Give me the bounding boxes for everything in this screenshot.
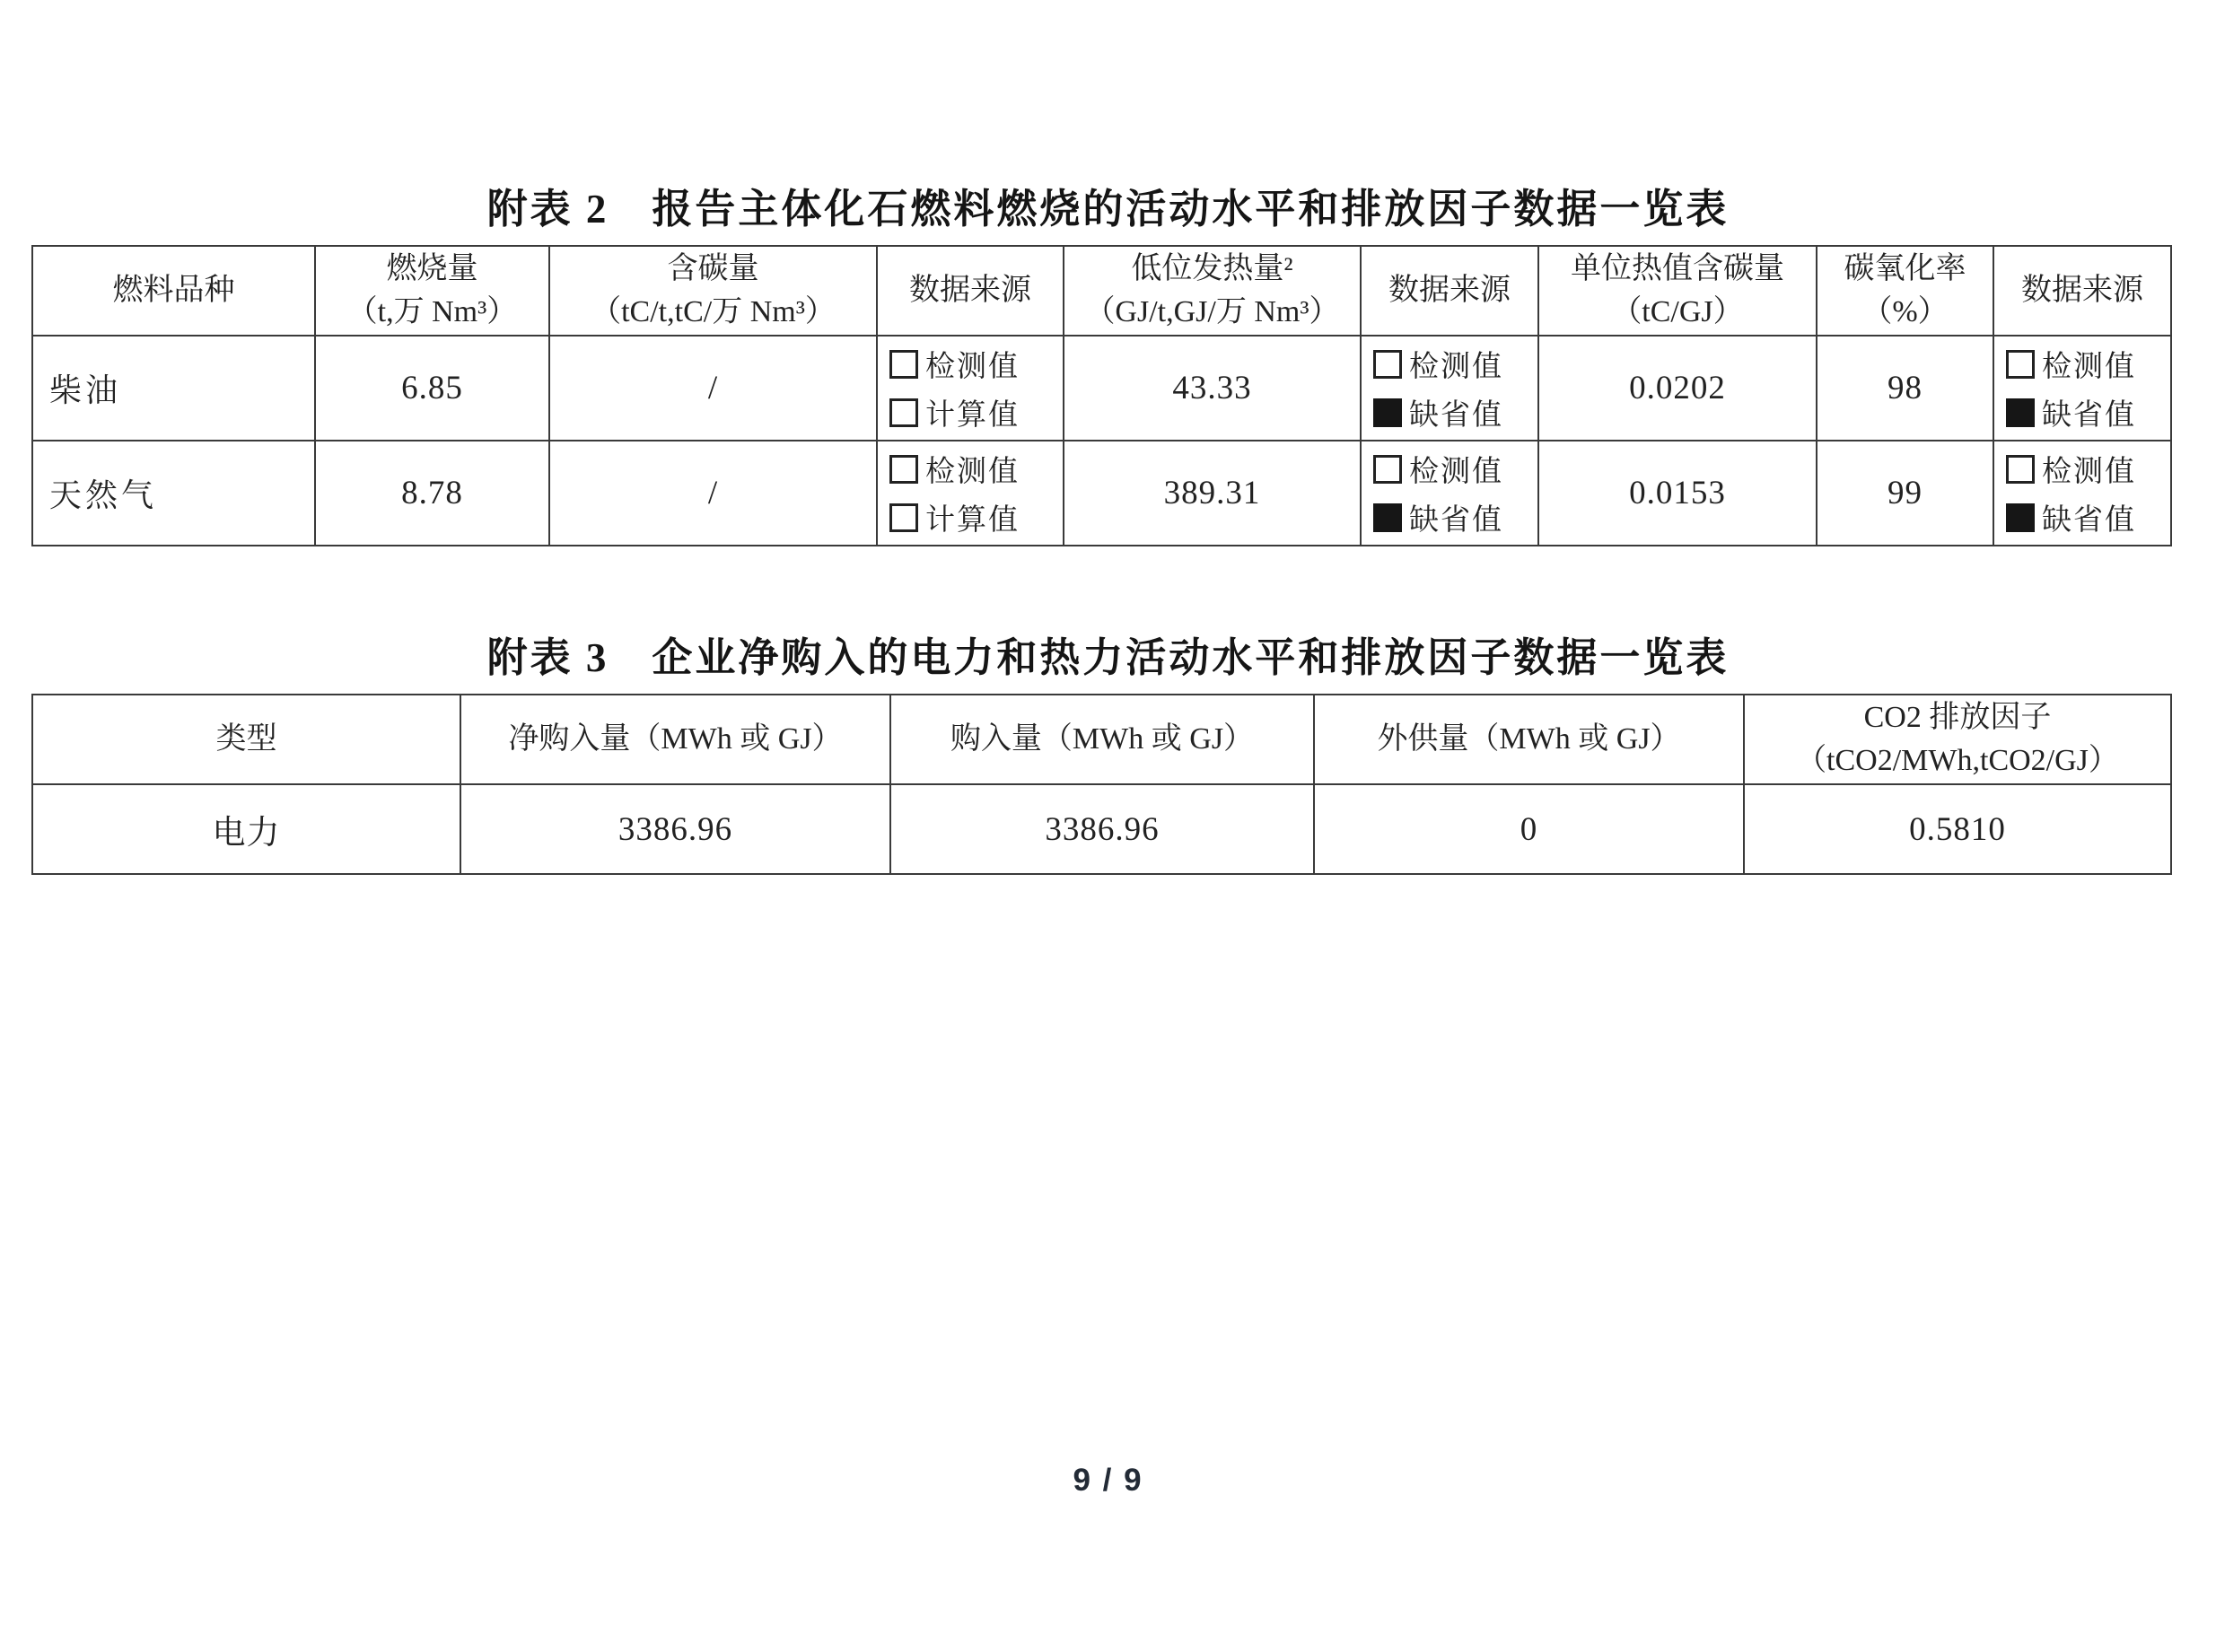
col-header-co2-emission-factor: CO2 排放因子 （tCO2/MWh,tCO2/GJ） [1744,695,2171,784]
checkbox-icon [2006,398,2035,427]
checkbox-option [889,391,1063,433]
external-supply-value: 0 [1314,784,1744,874]
checkbox-icon [889,398,918,427]
fuel-name: 天然气 [32,441,315,546]
checkbox-option [889,496,1063,538]
checkbox-option [889,448,1063,490]
checkbox-option [2006,343,2170,385]
col-header-carbon-oxidation-rate: 碳氧化率 （%） [1817,246,1993,336]
col-header-combustion-amount: 燃烧量 （t,万 Nm³） [315,246,549,336]
checkbox-option [1373,448,1537,490]
table-row-natural-gas [32,441,2171,546]
checkbox-option [2006,496,2170,538]
fuel-name: 柴油 [32,336,315,441]
col-header-external-supply: 外供量（MWh 或 GJ） [1314,695,1744,784]
col-header-net-purchase: 净购入量（MWh 或 GJ） [460,695,890,784]
data-source-cell [877,441,1064,546]
checkbox-icon [1373,503,1402,532]
col-header-carbon-content: 含碳量 （tC/t,tC/万 Nm³） [549,246,877,336]
data-source-cell [877,336,1064,441]
table2-header-row [32,246,2171,336]
checkbox-option [1373,343,1537,385]
col-header-purchase: 购入量（MWh 或 GJ） [890,695,1314,784]
fossil-fuel-emission-table [31,245,2172,546]
checkbox-icon [889,503,918,532]
col-header-type: 类型 [32,695,460,784]
heat-carbon-content-value: 0.0202 [1538,336,1817,441]
checkbox-label: 缺省值 [2042,504,2136,537]
checkbox-label: 检测值 [925,351,1020,383]
checkbox-icon [889,350,918,379]
emission-factor-value: 0.5810 [1744,784,2171,874]
checkbox-option [1373,496,1537,538]
checkbox-label: 检测值 [2042,351,2136,383]
data-source-cell [1361,441,1538,546]
checkbox-icon [2006,350,2035,379]
checkbox-icon [2006,455,2035,484]
page-number: 9 / 9 [1073,1463,1143,1498]
net-calorific-value: 389.31 [1064,441,1361,546]
energy-type: 电力 [32,784,460,874]
carbon-oxidation-rate-value: 98 [1817,336,1993,441]
heat-carbon-content-value: 0.0153 [1538,441,1817,546]
checkbox-icon [1373,455,1402,484]
table3-title: 附表 3 企业净购入的电力和热力活动水平和排放因子数据一览表 [486,635,1730,680]
col-header-data-source-3: 数据来源 [1993,246,2171,336]
checkbox-option [889,343,1063,385]
purchased-electricity-heat-table [31,694,2172,875]
col-header-data-source-2: 数据来源 [1361,246,1538,336]
purchase-value: 3386.96 [890,784,1314,874]
checkbox-label: 缺省值 [2042,399,2136,432]
checkbox-option [1373,391,1537,433]
col-header-data-source-1: 数据来源 [877,246,1064,336]
col-header-heat-carbon-content: 单位热值含碳量 （tC/GJ） [1538,246,1817,336]
checkbox-label: 缺省值 [1409,504,1503,537]
col-header-net-calorific-value: 低位发热量² （GJ/t,GJ/万 Nm³） [1064,246,1361,336]
checkbox-label: 检测值 [2042,456,2136,488]
checkbox-label: 检测值 [925,456,1020,488]
checkbox-icon [1373,398,1402,427]
col-header-fuel-type: 燃料品种 [32,246,315,336]
table-row-electricity [32,784,2171,874]
carbon-content-value: / [549,336,877,441]
carbon-content-value: / [549,441,877,546]
checkbox-option [2006,391,2170,433]
data-source-cell [1361,336,1538,441]
combustion-amount-value: 6.85 [315,336,549,441]
checkbox-icon [1373,350,1402,379]
checkbox-label: 计算值 [925,399,1020,432]
table3-header-row [32,695,2171,784]
net-purchase-value: 3386.96 [460,784,890,874]
data-source-cell [1993,441,2171,546]
table-row-diesel [32,336,2171,441]
data-source-cell [1993,336,2171,441]
combustion-amount-value: 8.78 [315,441,549,546]
carbon-oxidation-rate-value: 99 [1817,441,1993,546]
table2-title: 附表 2 报告主体化石燃料燃烧的活动水平和排放因子数据一览表 [486,187,1730,232]
checkbox-option [2006,448,2170,490]
checkbox-label: 检测值 [1409,351,1503,383]
checkbox-icon [889,455,918,484]
checkbox-label: 检测值 [1409,456,1503,488]
net-calorific-value: 43.33 [1064,336,1361,441]
checkbox-icon [2006,503,2035,532]
checkbox-label: 缺省值 [1409,399,1503,432]
checkbox-label: 计算值 [925,504,1020,537]
